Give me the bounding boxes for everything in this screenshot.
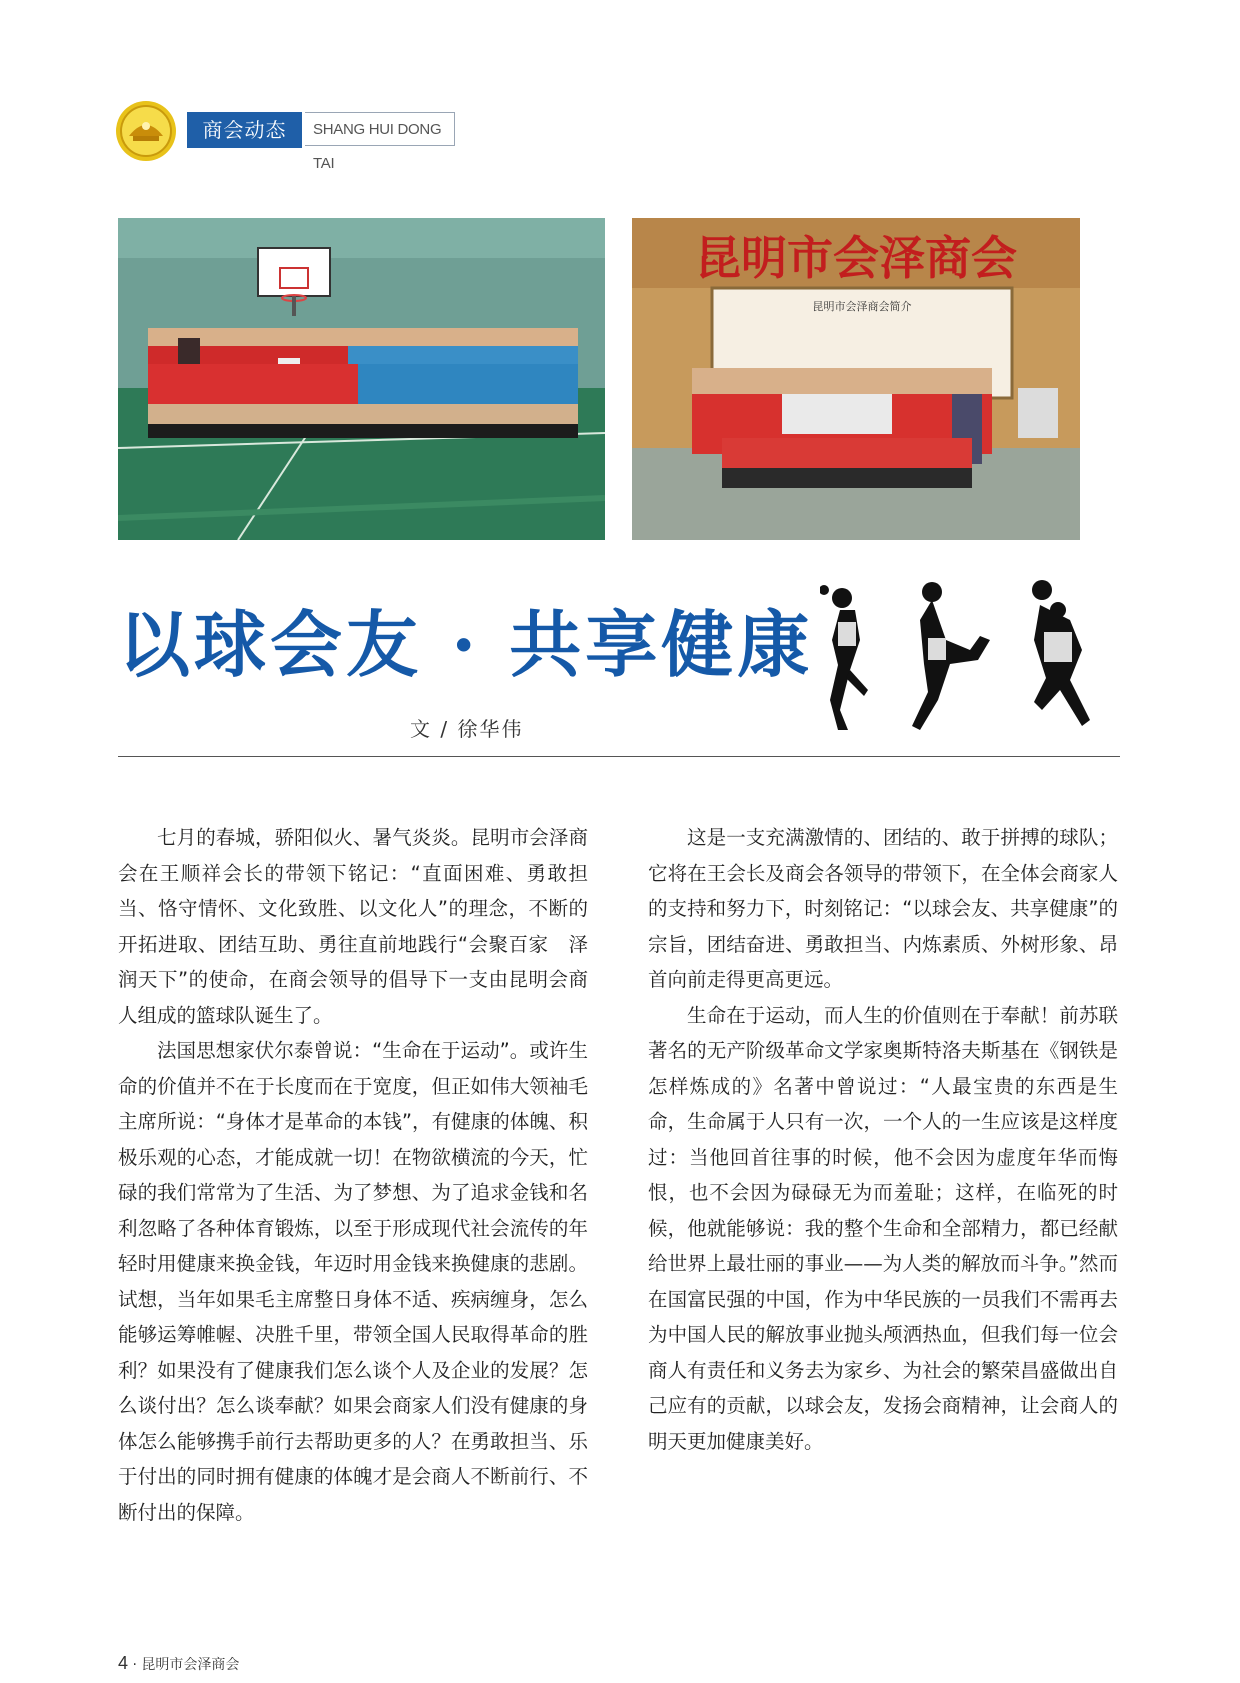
chamber-sign-text: 昆明市会泽商会 bbox=[695, 231, 1017, 285]
team-photo-chamber bbox=[632, 218, 1080, 540]
article-column-left bbox=[118, 820, 588, 1530]
section-label-cn: 商会动态 bbox=[187, 112, 302, 148]
section-header bbox=[115, 100, 455, 172]
paragraph: 这是一支充满激情的、团结的、敢于拼搏的球队；它将在王会长及商会各领导的带领下，在全体会商家人的支持和努力下，时刻铭记：“以球会友、共享健康”的宗旨，团结奋进、勇敢担当、内炼素质、外树形象、昂首向前走得更高更远。 bbox=[648, 826, 1118, 991]
paragraph: 生命在于运动，而人生的价值则在于奉献！前苏联著名的无产阶级革命文学家奥斯特洛夫斯基在《钢铁是怎样炼成的》名著中曾说过：“人最宝贵的东西是生命，生命属于人只有一次，一个人的一生应该是这样度过：当他回首往事的时候，他不会因为虚度年华而悔恨，也不会因为碌碌无为而羞耻；这样，在临死的时候，他就能够说：我的整个生命和全部精力，都已经献给世界上最壮丽的事业——为人类的解放而斗争。”然而在国富民强的中国，作为中华民族的一员我们不需再去为中国人民的解放事业抛头颅洒热血，但我们每一位会商人有责任和义务去为家乡、为社会的繁荣昌盛做出自己应有的贡献，以球会友，发扬会商精神，让会商人的明天更加健康美好。 bbox=[648, 1003, 1118, 1453]
footer-separator: · bbox=[132, 1657, 137, 1673]
page-footer bbox=[118, 1653, 239, 1674]
page-number: 4 bbox=[118, 1653, 129, 1673]
paragraph: 法国思想家伏尔泰曾说：“生命在于运动”。或许生命的价值并不在于长度而在于宽度，但正如伟大领袖毛主席所说：“身体才是革命的本钱”，有健康的体魄、积极乐观的心态，才能成就一切！在物欲横流的今天，忙碌的我们常常为了生活、为了梦想、为了追求金钱和名利忽略了各种体育锻炼，以至于形成现代社会流传的年轻时用健康来换金钱，年迈时用金钱来换健康的悲剧。试想，当年如果毛主席整日身体不适、疾病缠身，怎么能够运筹帷幄、决胜千里，带领全国人民取得革命的胜利？如果没有了健康我们怎么谈个人及企业的发展？怎么谈付出？怎么谈奉献？如果会商家人们没有健康的身体怎么能够携手前行去帮助更多的人？在勇敢担当、乐于付出的同时拥有健康的体魄才是会商人不断前行、不断付出的保障。 bbox=[118, 1039, 588, 1524]
publication-name: 昆明市会泽商会 bbox=[141, 1657, 240, 1673]
board-title: 昆明市会泽商会简介 bbox=[812, 300, 912, 313]
article-title: 以球会友 · 共享健康 bbox=[118, 602, 814, 687]
article-column-right bbox=[648, 820, 1118, 1459]
team-photo-gym bbox=[118, 218, 605, 540]
basketball-players-icon bbox=[820, 580, 1110, 740]
paragraph: 七月的春城，骄阳似火、暑气炎炎。昆明市会泽商会在王顺祥会长的带领下铭记：“直面困难、勇敢担当、恪守情怀、文化致胜、以文化人”的理念，不断的开拓进取、团结互助、勇往直前地践行“会聚百家 泽润天下”的使命，在商会领导的倡导下一支由昆明会商人组成的篮球队诞生了。 bbox=[118, 826, 588, 1027]
title-divider bbox=[118, 756, 1120, 757]
chamber-logo-icon bbox=[115, 100, 177, 162]
section-label-en: SHANG HUI DONG TAI bbox=[305, 112, 455, 146]
article-byline: 文 / 徐华伟 bbox=[410, 717, 524, 741]
